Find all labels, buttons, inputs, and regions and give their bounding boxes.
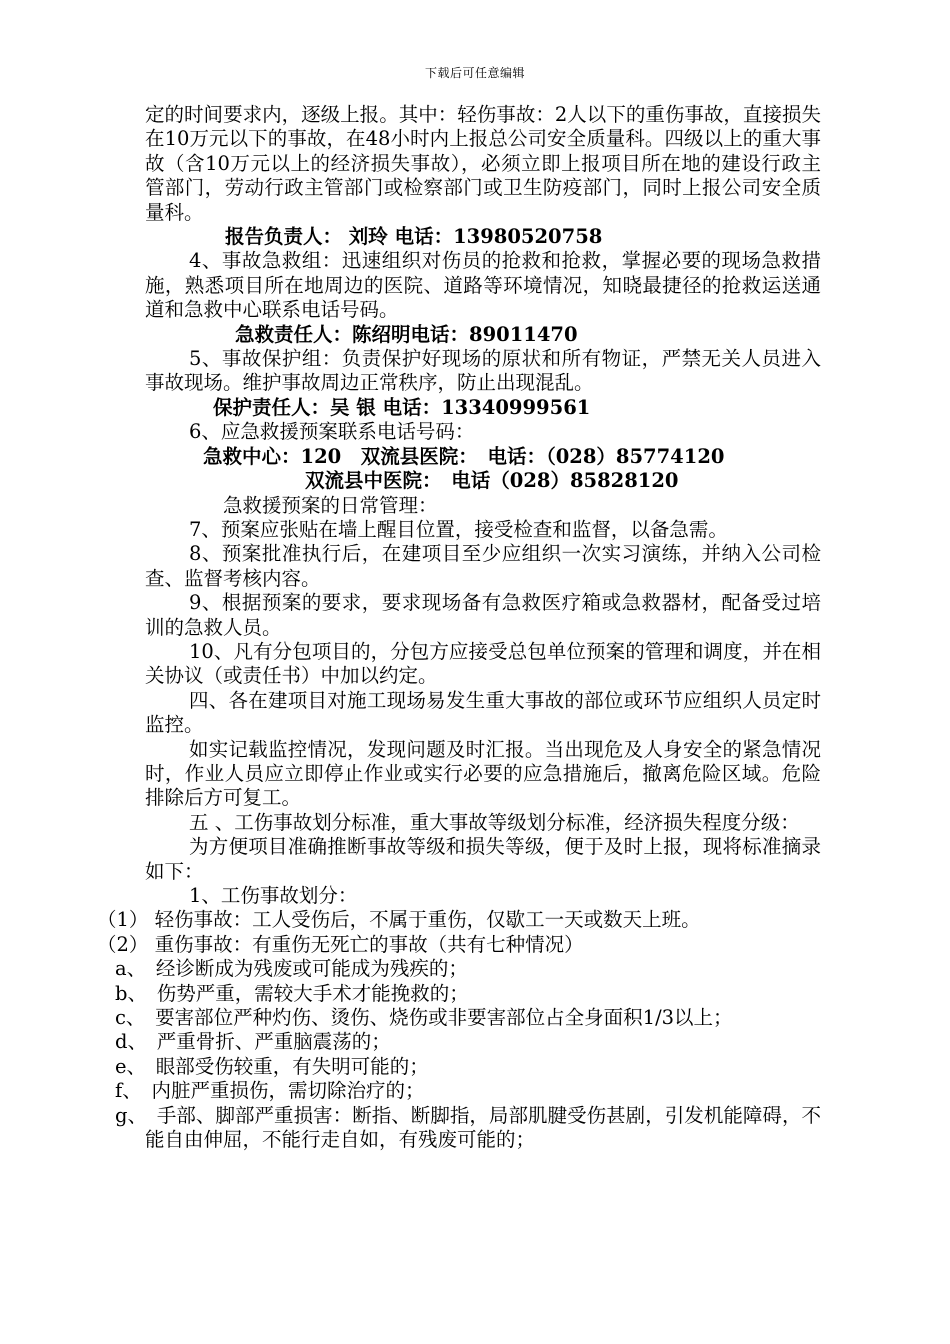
paragraph-item-7: 7、预案应张贴在墙上醒目位置，接受检查和监督，以备急需。 — [189, 517, 728, 541]
paragraph-monitoring: 如实记载监控情况，发现问题及时汇报。当出现危及人身安全的紧急情况时，作业人员应立即停止作业或实行必要的应急措施后，撤离危险区域。危险排除后方可复工。 — [145, 737, 821, 810]
page-header: 下载后可任意编辑 — [424, 66, 525, 80]
list-item-serious-injury: （2） 重伤事故：有重伤无死亡的事故（共有七种情况） — [97, 932, 584, 956]
list-item-e: e、 眼部受伤较重，有失明可能的； — [115, 1054, 429, 1078]
paragraph-daily-management: 急救援预案的日常管理： — [223, 493, 438, 517]
list-item-c: c、 要害部位严种灼伤、烫伤、烧伤或非要害部位占全身面积1/3以上； — [115, 1006, 733, 1030]
paragraph-classification-heading: 1、工伤事故划分： — [189, 884, 358, 907]
paragraph-rescue-group: 4、事故急救组：迅速组织对伤员的抢救和抢救，掌握必要的现场急救措施，熟悉项目所在地周边的医院、道路等环境情况，知晓最捷径的抢救运送通道和急救中心联系电话号码。 — [145, 249, 821, 322]
paragraph-item-10: 10、凡有分包项目的，分包方应接受总包单位预案的管理和调度，并在相关协议（或责任书）中加以约定。 — [145, 639, 821, 688]
emergency-phone-line-1: 急救中心：120 双流县医院： 电话：（028）85774120 — [203, 444, 725, 468]
paragraph-protection-group: 5、事故保护组：负责保护好现场的原状和所有物证，严禁无关人员进入事故现场。维护事故周边正常秩序，防止出现混乱。 — [145, 347, 821, 395]
list-item-f: f、 内脏严重损伤，需切除治疗的； — [115, 1079, 425, 1103]
list-item-a: a、 经诊断成为残废或可能成为残疾的； — [115, 957, 468, 981]
protection-contact: 保护责任人：吴 银 电话：13340999561 — [213, 395, 591, 419]
paragraph-section-5: 五 、工伤事故划分标准，重大事故等级划分标准，经济损失程度分级： — [189, 810, 800, 834]
report-contact: 报告负责人： 刘玲 电话：13980520758 — [225, 225, 603, 249]
list-item-g: g、 手部、脚部严重损害：断指、断脚指，局部肌腱受伤甚剧，引发机能障碍，不能自由伸屈，不能行走自如，有残废可能的； — [115, 1103, 821, 1152]
paragraph-reporting-rules: 定的时间要求内，逐级上报。其中：轻伤事故：2人以下的重伤事故，直接损失在10万元以下的事故，在48小时内上报总公司安全质量科。四级以上的重大事故（含10万元以上的经济损失事故），必须立即上报项目所在地的建设行政主管部门，劳动行政主管部门或检察部门或卫生防疫部门，同时上报公司安全质量科。 — [145, 103, 821, 224]
paragraph-phone-list-heading: 6、应急救援预案联系电话号码： — [189, 420, 475, 444]
paragraph-item-8: 8、预案批准执行后，在建项目至少应组织一次实习演练，并纳入公司检查、监督考核内容。 — [145, 542, 821, 590]
list-item-b: b、 伤势严重，需较大手术才能挽救的； — [115, 981, 469, 1005]
list-item-minor-injury: （1） 轻伤事故：工人受伤后，不属于重伤，仅歇工一天或数天上班。 — [97, 908, 701, 932]
emergency-phone-line-2: 双流县中医院： 电话（028）85828120 — [305, 469, 679, 493]
document-body — [97, 103, 821, 1152]
paragraph-item-9: 9、根据预案的要求，要求现场备有急救医疗箱或急救器材，配备受过培训的急救人员。 — [145, 591, 821, 639]
list-item-d: d、 严重骨折、严重脑震荡的； — [115, 1030, 391, 1054]
paragraph-standards-intro: 为方便项目准确推断事故等级和损失等级，便于及时上报，现将标准摘录如下： — [145, 835, 821, 883]
paragraph-section-4: 四、各在建项目对施工现场易发生重大事故的部位或环节应组织人员定时监控。 — [145, 688, 821, 737]
rescue-contact: 急救责任人：陈绍明电话：89011470 — [235, 322, 578, 346]
